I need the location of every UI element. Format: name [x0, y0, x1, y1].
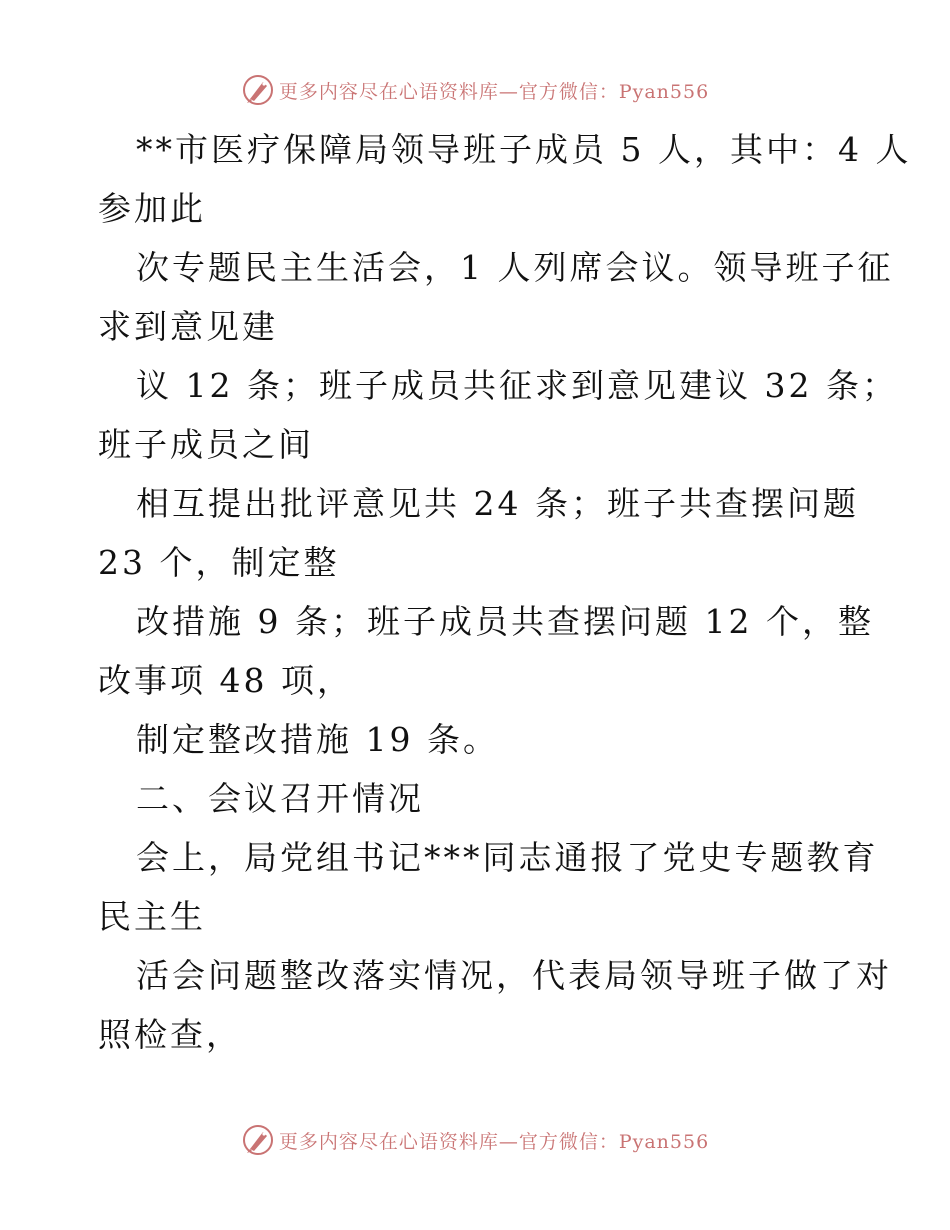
body-line: 班子成员之间: [98, 425, 314, 464]
body-line: 改措施 9 条；班子成员共查摆问题 12 个，整: [136, 602, 874, 641]
body-line: 求到意见建: [98, 307, 278, 346]
footer-watermark: [0, 1120, 950, 1160]
body-line: 参加此: [98, 189, 206, 228]
body-line: 照检查，: [98, 1015, 242, 1054]
body-line: 会上，局党组书记***同志通报了党史专题教育: [136, 838, 879, 877]
body-line: 相互提出批评意见共 24 条；班子共查摆问题: [136, 484, 859, 523]
body-line: 次专题民主生活会，1 人列席会议。领导班子征: [136, 248, 894, 287]
pen-nib-logo-icon: [241, 73, 275, 107]
body-line: 议 12 条；班子成员共征求到意见建议 32 条；: [136, 366, 898, 405]
body-line: **市医疗保障局领导班子成员 5 人，其中：4 人: [136, 130, 912, 169]
pen-nib-logo-icon: [241, 1123, 275, 1157]
header-watermark-text: 更多内容尽在心语资料库—官方微信：Pyan556: [278, 80, 710, 103]
section-heading: 二、会议召开情况: [136, 779, 424, 818]
body-line: 制定整改措施 19 条。: [136, 720, 499, 759]
body-line: 民主生: [98, 897, 206, 936]
document-body: [98, 120, 912, 1064]
body-line: 23 个，制定整: [98, 543, 340, 582]
header-watermark: [0, 70, 950, 110]
body-line: 活会问题整改落实情况，代表局领导班子做了对: [136, 956, 892, 995]
footer-watermark-text: 更多内容尽在心语资料库—官方微信：Pyan556: [278, 1130, 710, 1153]
body-line: 改事项 48 项，: [98, 661, 353, 700]
